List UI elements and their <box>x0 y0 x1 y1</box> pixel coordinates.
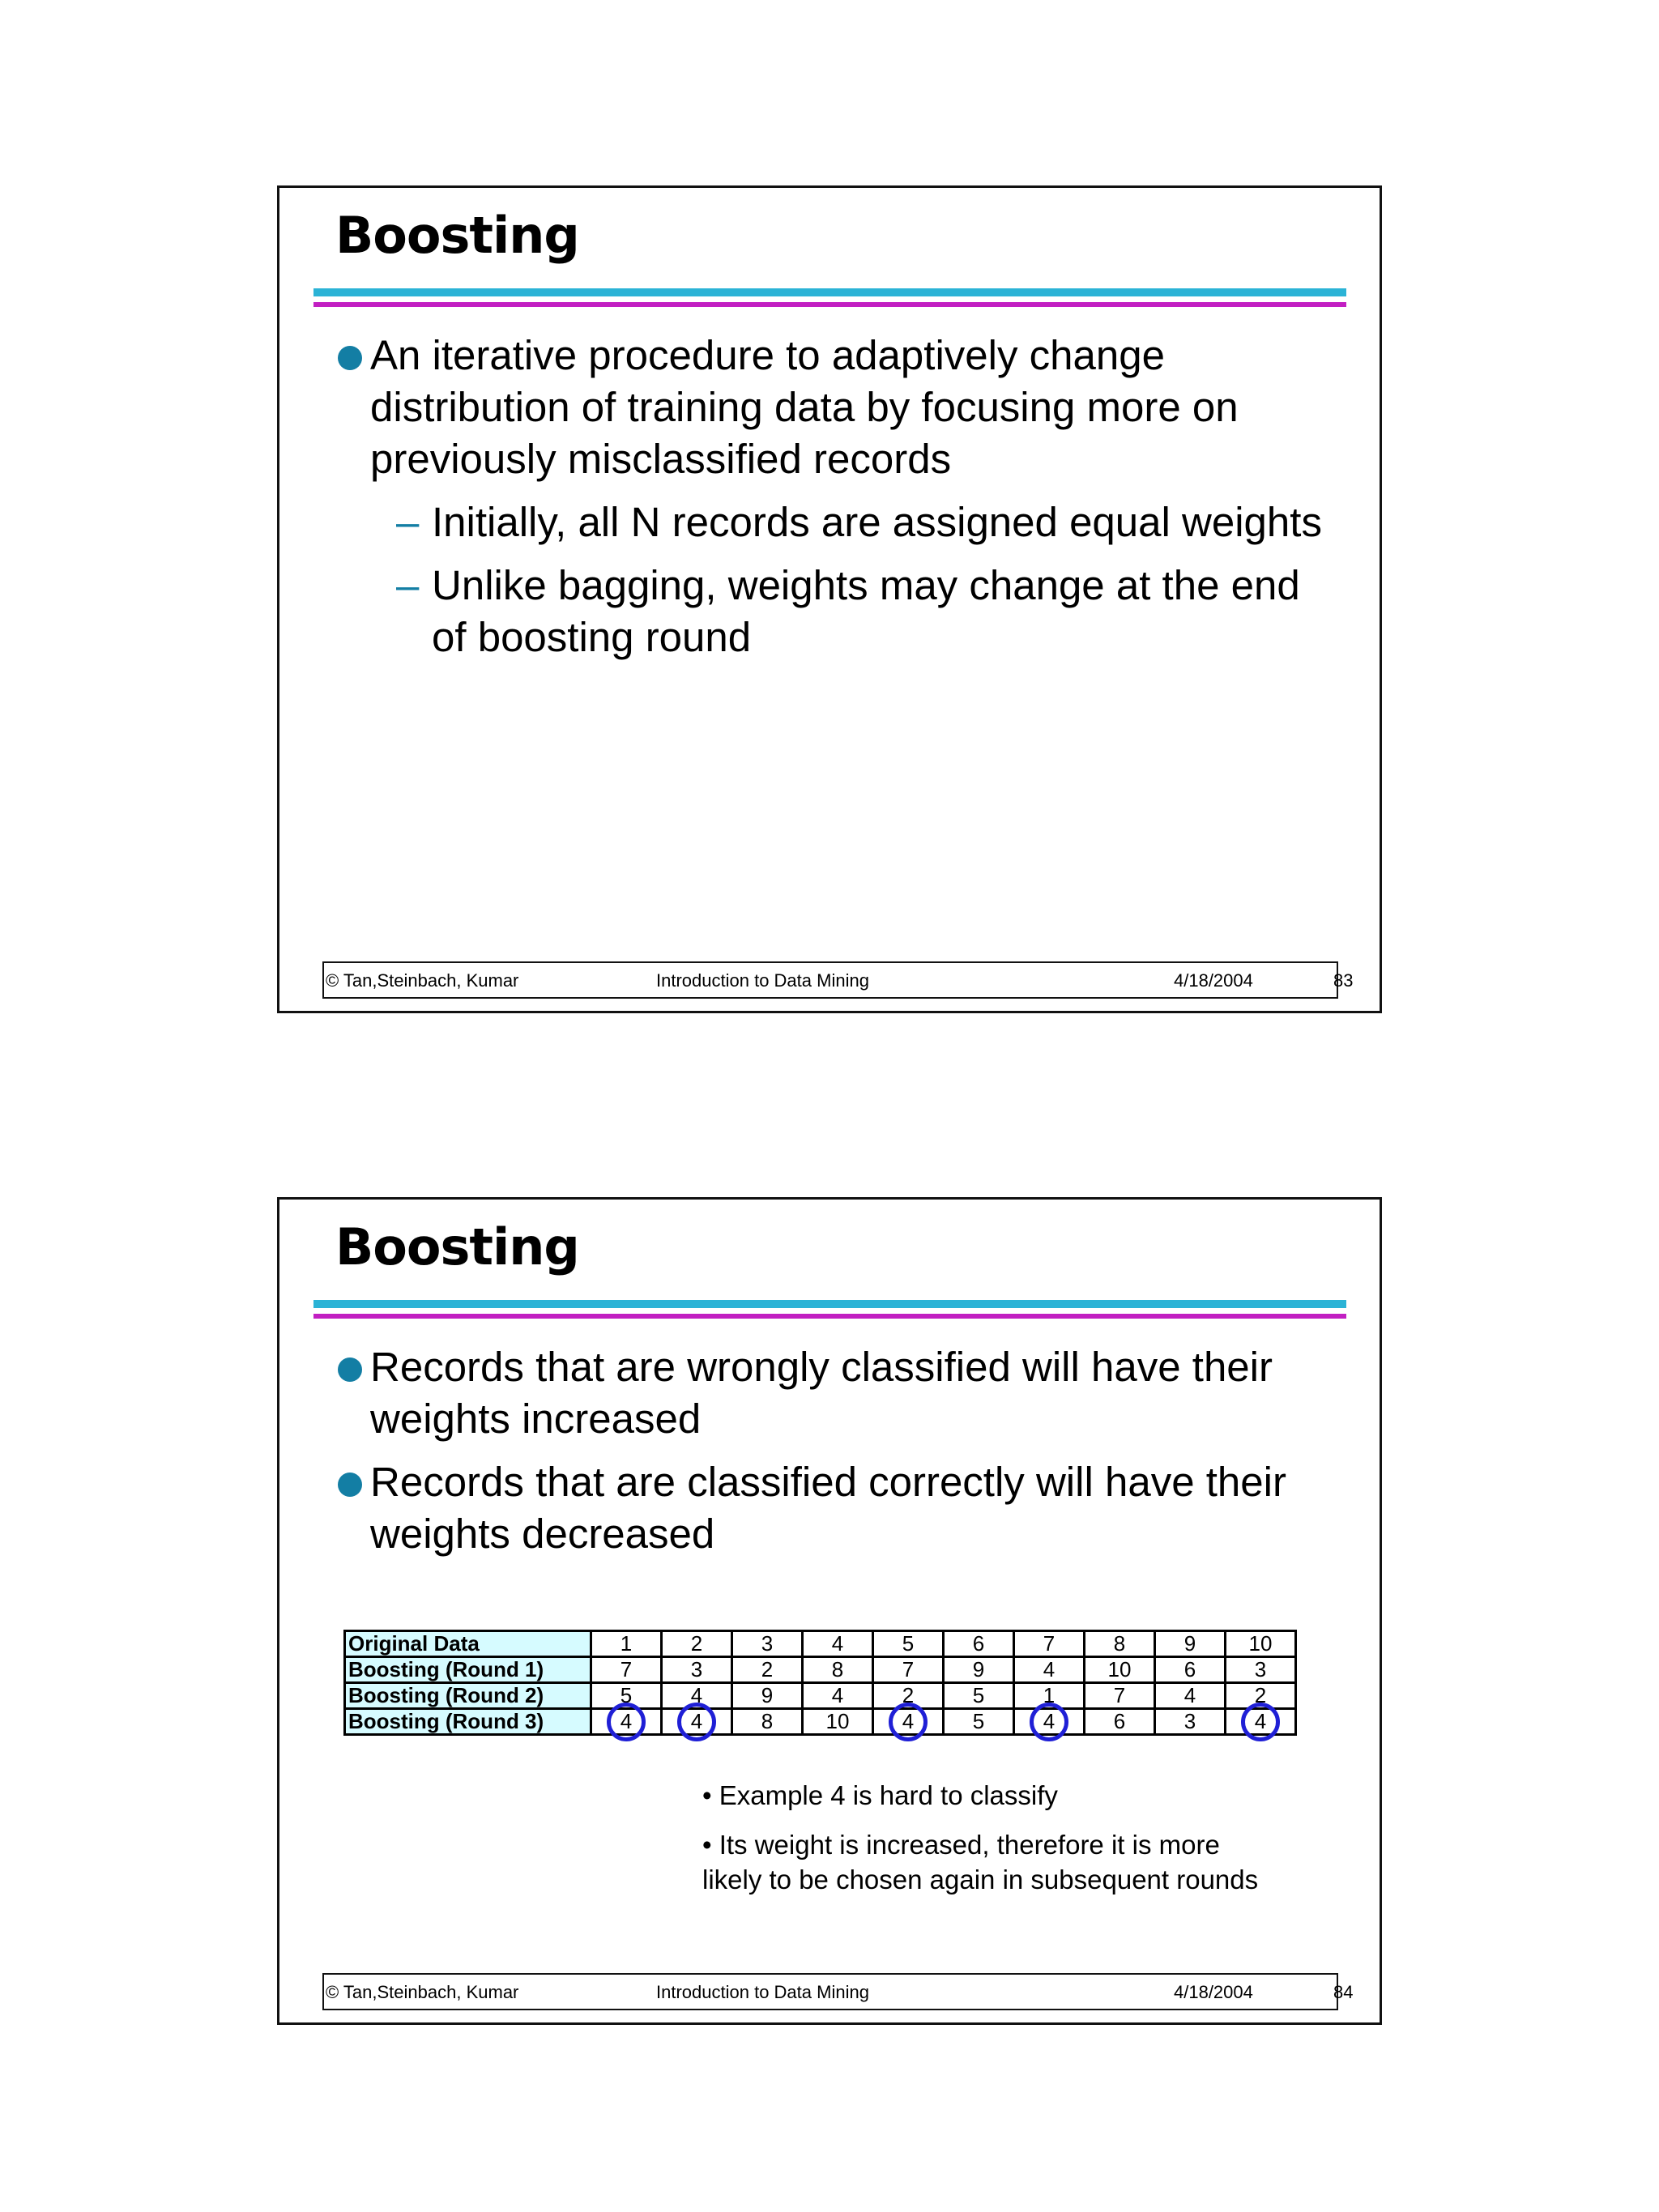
table-cell: 4 <box>1014 1657 1085 1683</box>
table-cell: 5 <box>944 1683 1014 1709</box>
table-cell: 4 <box>662 1683 732 1709</box>
slide-83 <box>277 185 1382 1013</box>
table-cell: 7 <box>1085 1683 1155 1709</box>
table-cell: 2 <box>732 1657 803 1683</box>
table-cell: 5 <box>873 1631 944 1657</box>
bullet-text: Records that are wrongly classified will have their weights increased <box>370 1344 1273 1442</box>
highlight-circle-icon <box>1030 1703 1068 1741</box>
table-cell: 10 <box>1085 1657 1155 1683</box>
row-label: Boosting (Round 2) <box>345 1683 591 1709</box>
bullet-list <box>336 1341 1341 1571</box>
slide-title: Boosting <box>335 1217 579 1276</box>
boosting-table <box>343 1630 1297 1736</box>
table-cell: 4 <box>1226 1709 1296 1735</box>
table-cell: 5 <box>591 1683 662 1709</box>
table-cell: 4 <box>1155 1683 1226 1709</box>
footer-page-number: 83 <box>1333 970 1354 991</box>
table-cell: 2 <box>873 1683 944 1709</box>
table-cell: 4 <box>591 1709 662 1735</box>
note-item: • Its weight is increased, therefore it is more likely to be chosen again in subsequent rounds <box>702 1830 1259 1894</box>
footer-copyright: © Tan,Steinbach, Kumar <box>326 1982 519 2002</box>
table-cell: 10 <box>1226 1631 1296 1657</box>
bullet-dot-icon <box>338 1357 362 1382</box>
table-cell: 6 <box>1155 1657 1226 1683</box>
highlight-circle-icon <box>889 1703 928 1741</box>
row-label: Original Data <box>345 1631 591 1657</box>
table-cell: 8 <box>732 1709 803 1735</box>
sub-bullet-item <box>336 560 1341 663</box>
bullet-item <box>336 1456 1341 1560</box>
footer-course: Introduction to Data Mining <box>656 970 869 991</box>
table-cell: 9 <box>732 1683 803 1709</box>
bullet-dot-icon <box>338 346 362 370</box>
table-cell: 1 <box>591 1631 662 1657</box>
slide-footer <box>322 1973 1354 2010</box>
table-cell: 10 <box>803 1709 873 1735</box>
table-cell: 9 <box>944 1657 1014 1683</box>
table-cell: 6 <box>1085 1709 1155 1735</box>
table-cell: 1 <box>1014 1683 1085 1709</box>
table-cell: 9 <box>1155 1631 1226 1657</box>
table-cell: 6 <box>944 1631 1014 1657</box>
footer-course: Introduction to Data Mining <box>656 1982 869 2002</box>
table-cell: 5 <box>944 1709 1014 1735</box>
row-label: Boosting (Round 1) <box>345 1657 591 1683</box>
table-row <box>345 1657 1296 1683</box>
highlight-circle-icon <box>607 1703 646 1741</box>
sub-bullet-item <box>336 497 1341 548</box>
bullet-dot-icon <box>338 1473 362 1497</box>
title-divider-magenta <box>313 1314 1346 1319</box>
bullet-item <box>336 1341 1341 1445</box>
table-cell: 4 <box>662 1709 732 1735</box>
bullet-list <box>336 330 1341 675</box>
table-cell: 4 <box>873 1709 944 1735</box>
table-cell: 7 <box>591 1657 662 1683</box>
table-cell: 3 <box>1155 1709 1226 1735</box>
table-cell: 7 <box>1014 1631 1085 1657</box>
bullet-text: Records that are classified correctly will have their weights decreased <box>370 1459 1286 1557</box>
table-row <box>345 1683 1296 1709</box>
table-row <box>345 1631 1296 1657</box>
slide-footer <box>322 961 1354 999</box>
table-cell: 3 <box>732 1631 803 1657</box>
table-cell: 4 <box>803 1631 873 1657</box>
sub-bullet-text: Unlike bagging, weights may change at the end of boosting round <box>432 562 1300 660</box>
footer-date: 4/18/2004 <box>1174 1982 1253 2002</box>
bullet-item <box>336 330 1341 485</box>
footer-date: 4/18/2004 <box>1174 970 1253 991</box>
table-cell: 4 <box>1014 1709 1085 1735</box>
table-cell: 3 <box>1226 1657 1296 1683</box>
note-item: • Example 4 is hard to classify <box>702 1780 1058 1810</box>
table-cell: 4 <box>803 1683 873 1709</box>
footer-copyright: © Tan,Steinbach, Kumar <box>326 970 519 991</box>
table-cell: 3 <box>662 1657 732 1683</box>
slide-title: Boosting <box>335 206 579 265</box>
dash-icon: – <box>396 562 420 608</box>
highlight-circle-icon <box>677 1703 716 1741</box>
highlight-circle-icon <box>1241 1703 1280 1741</box>
title-divider-blue <box>313 1300 1346 1308</box>
title-divider-magenta <box>313 302 1346 307</box>
bullet-text: An iterative procedure to adaptively change distribution of training data by focusing more on previously misclassified records <box>370 332 1239 482</box>
dash-icon: – <box>396 499 420 545</box>
slide-84 <box>277 1197 1382 2025</box>
table-cell: 2 <box>662 1631 732 1657</box>
table-cell: 8 <box>803 1657 873 1683</box>
table-cell: 7 <box>873 1657 944 1683</box>
table-row <box>345 1709 1296 1735</box>
row-label: Boosting (Round 3) <box>345 1709 591 1735</box>
sub-bullet-text: Initially, all N records are assigned equal weights <box>432 499 1322 545</box>
notes <box>702 1778 1286 1912</box>
title-divider-blue <box>313 288 1346 296</box>
table-cell: 2 <box>1226 1683 1296 1709</box>
table-cell: 8 <box>1085 1631 1155 1657</box>
footer-page-number: 84 <box>1333 1982 1354 2002</box>
